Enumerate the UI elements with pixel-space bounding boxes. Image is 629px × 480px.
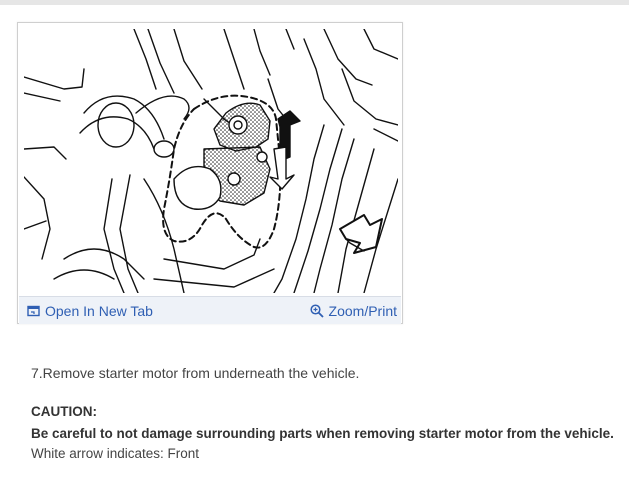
zoom-print-link[interactable]	[310, 303, 397, 319]
caution-heading: CAUTION:	[31, 404, 97, 419]
caution-text: Be careful to not damage surrounding parts when removing starter motor from the vehicle.	[31, 426, 614, 441]
top-divider	[0, 0, 629, 5]
open-in-new-tab-link[interactable]	[27, 303, 153, 319]
open-in-new-tab-icon	[27, 305, 40, 317]
zoom-print-label: Zoom/Print	[328, 303, 397, 319]
arrow-note: White arrow indicates: Front	[31, 446, 200, 461]
starter-motor-illustration[interactable]	[24, 29, 398, 293]
figure-card	[17, 22, 403, 324]
open-in-new-tab-label: Open In New Tab	[45, 303, 153, 319]
step-instruction: 7.Remove starter motor from underneath the vehicle.	[31, 365, 360, 381]
zoom-in-icon	[310, 304, 324, 318]
figure-footer	[19, 296, 401, 324]
illustration-svg	[24, 29, 398, 293]
